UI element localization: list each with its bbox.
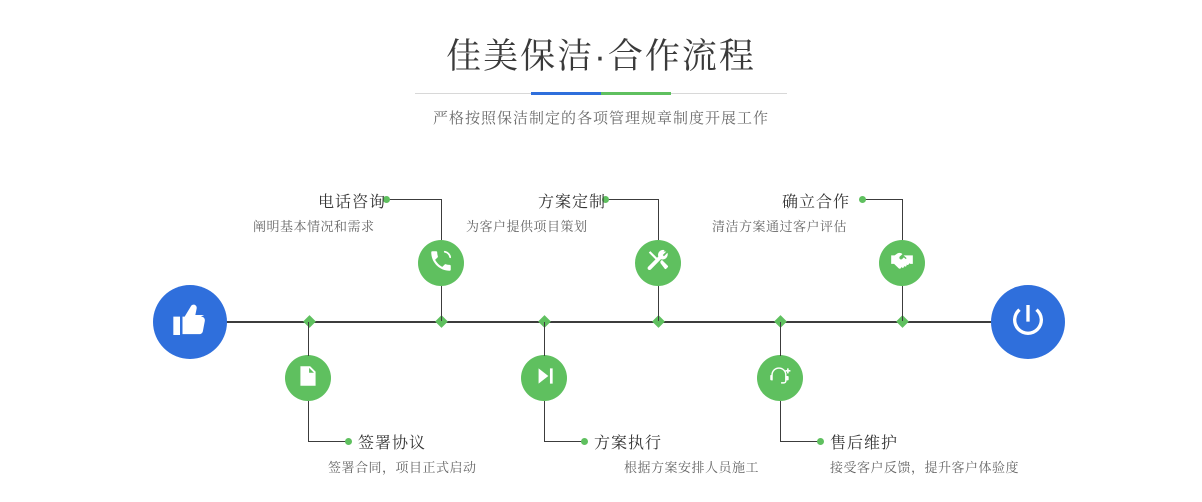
step-icon-plan-customize	[635, 240, 681, 286]
page-subtitle: 严格按照保洁制定的各项管理规章制度开展工作	[432, 110, 769, 127]
connector-dot	[345, 438, 352, 445]
handshake-icon	[889, 248, 915, 279]
tools-icon	[645, 248, 671, 279]
connector-vertical	[441, 199, 442, 240]
connector-vertical	[658, 199, 659, 240]
step-title-plan-customize: 方案定制	[538, 194, 607, 211]
phone-call-icon	[428, 248, 454, 279]
connector-horizontal	[386, 199, 442, 200]
step-desc-phone-consult: 阐明基本情况和需求	[253, 219, 375, 234]
connector-horizontal	[308, 441, 348, 442]
step-desc-after-sales: 接受客户反馈，提升客户体验度	[830, 460, 1020, 475]
connector-vertical	[902, 199, 903, 240]
step-icon-phone-consult	[418, 240, 464, 286]
connector-horizontal	[780, 441, 820, 442]
step-icon-establish-cooperation	[879, 240, 925, 286]
connector-vertical	[544, 401, 545, 441]
connector-vertical	[902, 286, 903, 321]
page-title: 佳美保洁·合作流程	[446, 37, 756, 76]
connector-dot	[817, 438, 824, 445]
play-forward-icon	[531, 363, 557, 394]
connector-horizontal	[862, 199, 903, 200]
connector-horizontal	[605, 199, 659, 200]
step-title-sign-agreement: 签署协议	[358, 435, 427, 452]
connector-vertical	[441, 286, 442, 321]
step-desc-plan-execute: 根据方案安排人员施工	[624, 460, 760, 475]
step-icon-sign-agreement	[285, 355, 331, 401]
customer-support-icon	[767, 363, 793, 394]
axis-marker	[303, 315, 316, 328]
step-icon-after-sales	[757, 355, 803, 401]
start-endpoint	[153, 285, 227, 359]
connector-dot	[859, 196, 866, 203]
connector-vertical	[780, 322, 781, 356]
power-icon	[1008, 300, 1048, 345]
step-title-after-sales: 售后维护	[830, 435, 899, 452]
step-desc-plan-customize: 为客户提供项目策划	[466, 219, 588, 234]
step-title-establish-cooperation: 确立合作	[782, 194, 851, 211]
step-title-plan-execute: 方案执行	[594, 435, 663, 452]
connector-vertical	[658, 286, 659, 321]
thumbs-up-icon	[170, 300, 210, 345]
step-icon-plan-execute	[521, 355, 567, 401]
connector-horizontal	[544, 441, 584, 442]
document-edit-icon	[295, 363, 321, 394]
step-title-phone-consult: 电话咨询	[318, 194, 387, 211]
connector-vertical	[308, 401, 309, 441]
step-desc-sign-agreement: 签署合同，项目正式启动	[328, 460, 477, 475]
step-desc-establish-cooperation: 清洁方案通过客户评估	[712, 219, 848, 234]
connector-vertical	[544, 322, 545, 356]
end-endpoint	[991, 285, 1065, 359]
connector-vertical	[308, 322, 309, 356]
connector-vertical	[780, 401, 781, 441]
connector-dot	[581, 438, 588, 445]
